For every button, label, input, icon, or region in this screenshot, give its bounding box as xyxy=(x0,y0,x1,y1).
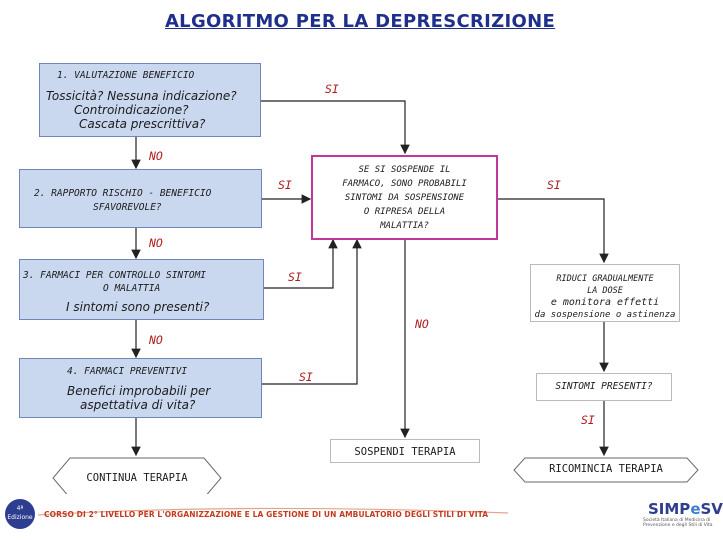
reduce-line1: RIDUCI GRADUALMENTE xyxy=(556,274,654,284)
edition-badge: 4ª Edizione xyxy=(5,499,35,529)
continue-therapy-text: CONTINUA TERAPIA xyxy=(86,472,188,484)
label-si-center: SI xyxy=(547,178,561,192)
label-si-step3: SI xyxy=(288,270,302,284)
step3-line1: 3. FARMACI PER CONTROLLO SINTOMI xyxy=(23,270,207,281)
label-si-step2: SI xyxy=(278,178,292,192)
step2-line1: 2. RAPPORTO RISCHIO - BENEFICIO xyxy=(34,188,212,199)
step3-question: I sintomi sono presenti? xyxy=(66,300,210,314)
step4-line2: aspettativa di vita? xyxy=(80,398,196,412)
step1-line1: Tossicità? Nessuna indicazione? xyxy=(46,89,237,103)
center-line5: MALATTIA? xyxy=(380,221,429,231)
step3-line2: O MALATTIA xyxy=(103,283,161,294)
label-si-step1: SI xyxy=(325,82,339,96)
reduce-line3: e monitora effetti xyxy=(550,297,660,308)
label-no-center: NO xyxy=(415,317,429,331)
step1-line3: Cascata prescrittiva? xyxy=(79,117,206,131)
course-title: CORSO DI 2° LIVELLO PER L'ORGANIZZAZIONE E LA GESTIONE DI UN AMBULATORIO DEGLI STILI DI VITA xyxy=(44,510,489,519)
symptoms-present-text: SINTOMI PRESENTI? xyxy=(555,381,653,392)
reduce-line2: LA DOSE xyxy=(587,286,623,296)
reduce-line4: da sospensione o astinenza xyxy=(534,310,676,320)
restart-therapy-text: RICOMINCIA TERAPIA xyxy=(549,463,663,475)
label-si-step4: SI xyxy=(299,370,313,384)
page-title: ALGORITMO PER LA DEPRESCRIZIONE xyxy=(164,11,556,32)
center-line3: SINTOMI DA SOSPENSIONE xyxy=(344,193,465,203)
label-no-step3: NO xyxy=(149,333,163,347)
step1-line2: Controindicazione? xyxy=(74,103,189,117)
step4-line1: Benefici improbabili per xyxy=(67,384,211,398)
label-si-symptoms: SI xyxy=(581,413,595,427)
step1-heading: 1. VALUTAZIONE BENEFICIO xyxy=(57,70,195,81)
logo-subtitle: Società Italiana di Medicina di Prevenzione e degli Stili di Vita xyxy=(643,518,713,528)
simpesv-logo: SIMPeSV xyxy=(648,500,723,518)
center-line1: SE SI SOSPENDE IL xyxy=(358,165,451,175)
arrow-step4-si xyxy=(262,240,357,384)
center-line2: FARMACO, SONO PROBABILI xyxy=(342,179,467,189)
step4-heading: 4. FARMACI PREVENTIVI xyxy=(67,366,188,377)
arrow-step1-si xyxy=(260,101,405,153)
center-line4: O RIPRESA DELLA xyxy=(363,207,446,217)
label-no-step2: NO xyxy=(149,236,163,250)
step2-line2: SFAVOREVOLE? xyxy=(93,202,162,213)
label-no-step1: NO xyxy=(149,149,163,163)
suspend-therapy-text: SOSPENDI TERAPIA xyxy=(354,446,456,458)
arrow-center-si xyxy=(498,199,604,262)
